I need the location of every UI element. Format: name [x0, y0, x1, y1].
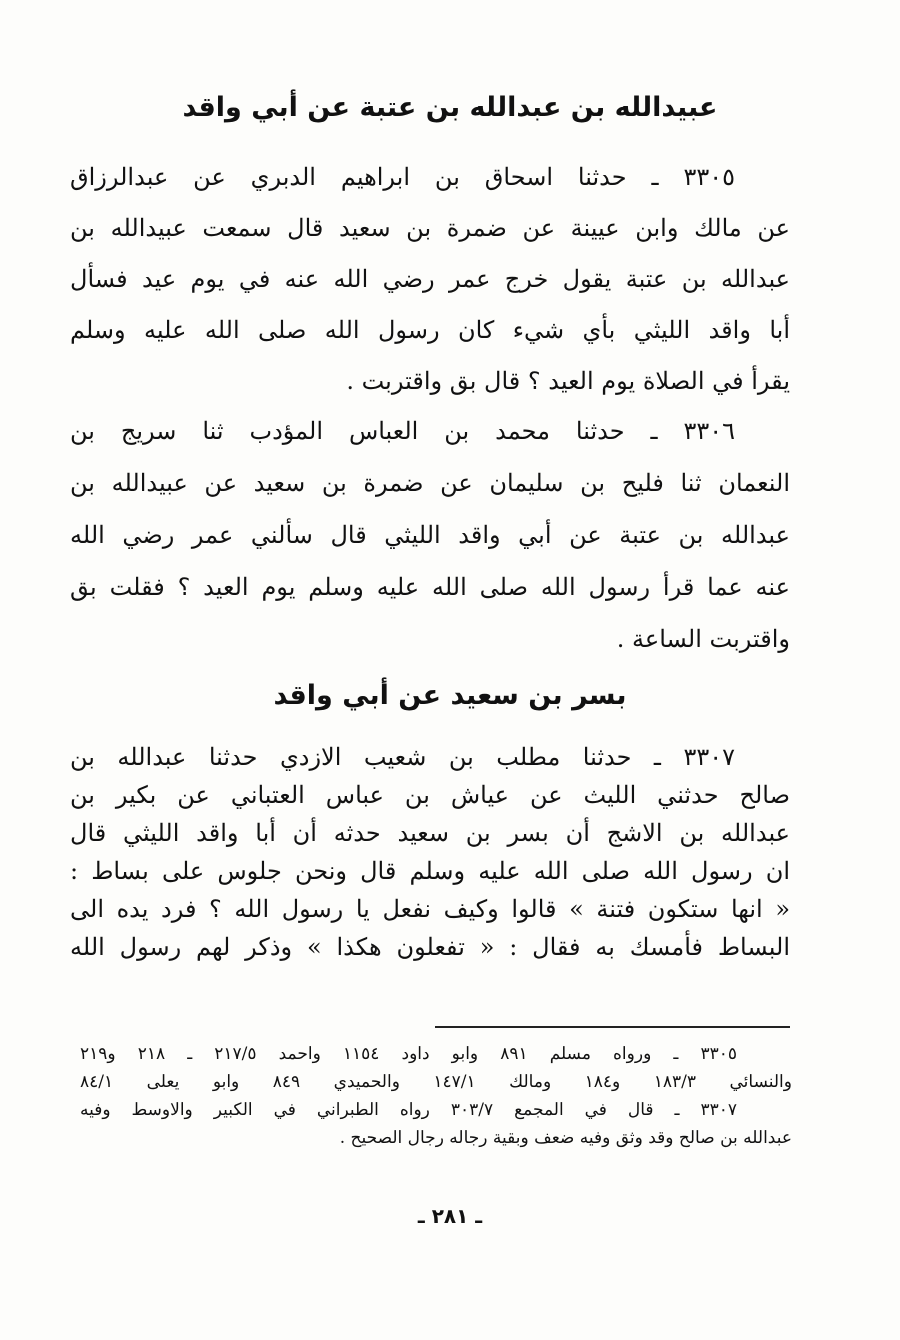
footnote-line: عبدالله بن صالح وقد وثق وفيه ضعف وبقية رجاله رجال الصحيح . [339, 1128, 792, 1148]
hadith-line: عبدالله بن الاشج أن بسر بن سعيد حدثه أن أبا واقد الليثي قال [70, 819, 790, 847]
hadith-line: البساط فأمسك به فقال : « تفعلون هكذا » وذكر لهم رسول الله [70, 933, 790, 961]
hadith-line: عبدالله بن عتبة يقول خرج عمر رضي الله عنه في يوم عيد فسأل [70, 265, 790, 293]
hadith-line: عنه عما قرأ رسول الله صلى الله عليه وسلم يوم العيد ؟ فقلت بق [70, 573, 790, 601]
page-number: ـ ٢٨١ ـ [417, 1204, 483, 1228]
hadith-line: ٣٣٠٧ ـ حدثنا مطلب بن شعيب الازدي حدثنا عبدالله بن [70, 743, 735, 771]
hadith-line: ٣٣٠٥ ـ حدثنا اسحاق بن ابراهيم الدبري عن عبدالرزاق [70, 163, 735, 191]
hadith-line: واقتربت الساعة . [616, 625, 790, 653]
footnotes [80, 1040, 792, 1152]
hadith-line: النعمان ثنا فليح بن سليمان عن ضمرة بن سعيد عن عبيدالله بن [70, 469, 790, 497]
hadith-line: صالح حدثني الليث عن عياش بن عباس العتباني عن بكير بن [70, 781, 790, 809]
hadith-entry-3305 [70, 152, 790, 407]
hadith-line: ان رسول الله صلى الله عليه وسلم قال ونحن جلوس على بساط : [70, 857, 790, 885]
hadith-line: عن مالك وابن عيينة عن ضمرة بن سعيد قال سمعت عبيدالله بن [70, 214, 790, 242]
section-heading-busr: بسر بن سعيد عن أبي واقد [273, 680, 627, 711]
hadith-entry-3307 [70, 738, 790, 966]
hadith-line: عبدالله بن عتبة عن أبي واقد الليثي قال سألني عمر رضي الله [70, 521, 790, 549]
hadith-line: ٣٣٠٦ ـ حدثنا محمد بن العباس المؤدب ثنا سريج بن [70, 417, 735, 445]
hadith-line: يقرأ في الصلاة يوم العيد ؟ قال بق واقتربت . [346, 367, 790, 395]
footnote-line: والنسائي ١٨٣/٣ و١٨٤ ومالك ١٤٧/١ والحميدي ٨٤٩ وابو يعلى ٨٤/١ [80, 1072, 792, 1092]
hadith-entry-3306 [70, 405, 790, 665]
footnote-divider [435, 1026, 790, 1028]
section-heading-ubaydullah: عبيدالله بن عبدالله بن عتبة عن أبي واقد [182, 92, 718, 123]
footnote-line: ٣٣٠٧ ـ قال في المجمع ٣٠٣/٧ رواه الطبراني في الكبير والاوسط وفيه [80, 1100, 737, 1120]
hadith-line: « انها ستكون فتنة » قالوا وكيف نفعل يا رسول الله ؟ فرد يده الى [70, 895, 790, 923]
footnote-line: ٣٣٠٥ ـ ورواه مسلم ٨٩١ وابو داود ١١٥٤ واحمد ٢١٧/٥ ـ ٢١٨ و٢١٩ [80, 1044, 737, 1064]
hadith-line: أبا واقد الليثي بأي شيء كان رسول الله صلى الله عليه وسلم [70, 316, 790, 344]
